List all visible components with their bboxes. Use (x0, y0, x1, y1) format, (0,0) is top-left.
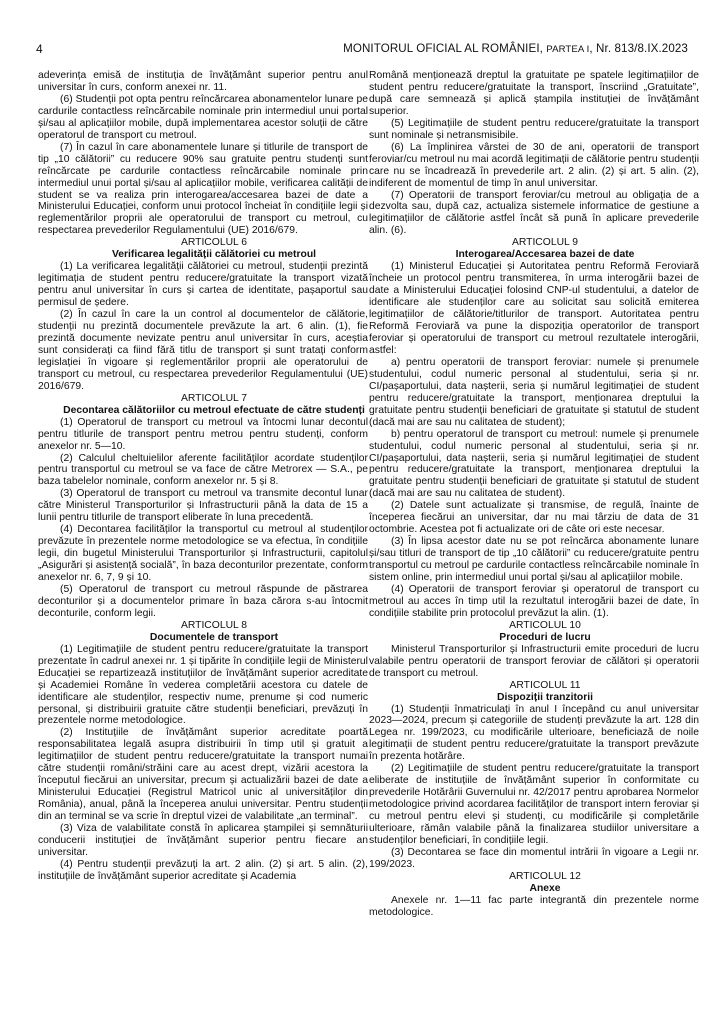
article-title: Proceduri de lucru (499, 631, 591, 643)
paragraph: (1) Operatorul de transport cu metroul va întocmi lunar decontul pentru titlurile de transport pentru metrou pentru studenți, conform anexelor nr. 5—10. (38, 416, 368, 452)
article-label: ARTICOLUL 12 (509, 870, 581, 882)
right-column (369, 70, 699, 919)
paragraph: (4) Operatorii de transport feroviar și operatorul de transport cu metroul au acces în timp util la rezultatul interogării bazei de date, în condițiile stabilite prin protocolul prevăzut la alin. (1). (369, 583, 699, 619)
paragraph: (2) În cazul în care la un control al documentelor de călătorie, studenții nu prezintă documentele prevăzute la art. 6 alin. (1), fie prezintă documente nevizate pentru anul universitar în curs, aceștia sunt considerați ca fiind fără titlu de transport și sunt tratați conform legislației în vigoare și reglementărilor proprii ale operatorului de transport cu metroul, cu respectarea prevederilor Regulamentului (UE) 2016/679. (38, 309, 368, 392)
paragraph: (1) Legitimațiile de student pentru reducere/gratuitate la transport prezentate în cadrul anexei nr. 1 și tipărite în condițiile legii de Ministerul Educației se repartizează instituțiilor de învățământ superior acreditate și Academiei Române în vederea completării acestora cu datele de identificare ale studenților, respectiv nume, prenume și cod numeric personal, și distribuirii gratuite către studenții beneficiari, prevăzuți în prezentele norme metodologice. (38, 643, 368, 727)
paragraph: (6) Studenții pot opta pentru reîncărcarea abonamentelor lunare pe cardurile contactless reîncărcabile nominale prin intermediul unui portal și/sau al aplicațiilor mobile, după implementarea acestor soluții de către operatorul de transport cu metroul. (38, 93, 368, 141)
paragraph: a) pentru operatorii de transport feroviar: numele și prenumele studentului, codul numeric personal al studentului, seria și nr. CI/pașaportului, data nașterii, seria și numărul legitimației de student pentru reducere/gratuitate la transport, menționarea dreptului la gratuitate pentru studenții beneficiari de gratuitate și statutul de student (dacă mai are sau nu calitatea de student); (369, 356, 699, 428)
paragraph: Anexele nr. 1—11 fac parte integrantă din prezentele norme metodologice. (369, 894, 699, 918)
paragraph: (1) Studenții înmatriculați în anul I începând cu anul universitar 2023—2024, precum și categoriile de studenți prevăzute la art. 128 din Legea nr. 199/2023, cu modificările ulterioare, beneficiază de noile legitimații de student pentru reducere/gratuitate la transport prevăzute în prezenta hotărâre. (369, 703, 699, 763)
running-title (343, 42, 688, 55)
article-title: Interogarea/Accesarea bazei de date (455, 249, 635, 261)
paragraph: Română menționează dreptul la gratuitate pe spatele legitimațiilor de student pentru reducere/gratuitate la transport, înscriind „Gratuitate”, după care semnează și aplică ștampila instituției de învățământ superior. (369, 70, 699, 117)
paragraph: (5) Operatorul de transport cu metroul răspunde de păstrarea deconturilor și a documentelor primare în baza cărora s-au întocmit deconturile, conform legii. (38, 583, 368, 619)
page-number: 4 (36, 42, 43, 56)
article-label: ARTICOLUL 7 (180, 392, 248, 404)
article-label: ARTICOLUL 9 (511, 237, 579, 249)
paragraph: Ministerul Transporturilor și Infrastructurii emite proceduri de lucru valabile pentru operatorii de transport feroviar de călători și operatorii de transport cu metroul. (369, 643, 699, 679)
article-title: Dispoziții tranzitorii (497, 691, 593, 703)
paragraph: (3) Operatorul de transport cu metroul va transmite decontul lunar către Ministerul Transporturilor și Infrastructurii până la data de 15 a lunii pentru titlurile de transport eliberate în luna precedentă. (38, 488, 368, 524)
paragraph: (7) În cazul în care abonamentele lunare și titlurile de transport de tip „10 călătorii” cu reducere 90% sau gratuite pentru studenți sunt reîncărcate pe cardurile contactless reîncărcabile nominale prin intermediul unui portal și/sau al aplicațiilor mobile, verificarea calității de student se va realiza prin interogarea/accesarea bazei de date a Ministerului Educației, conform unui protocol încheiat în condițiile legii și reglementărilor proprii ale operatorului de transport cu metroul, cu respectarea prevederilor Regulamentului (UE) 2016/679. (38, 141, 368, 237)
paragraph: (5) Legitimațiile de student pentru reducere/gratuitate la transport sunt nominale și netransmisibile. (369, 117, 699, 141)
article-title: Decontarea călătoriilor cu metroul efectuate de către studenți (63, 404, 365, 416)
gazette-part: PARTEA I (546, 44, 590, 55)
paragraph: b) pentru operatorul de transport cu metroul: numele și prenumele studentului, codul numeric personal al studentului, seria și nr. CI/pașaportului, data nașterii, seria și numărul legitimației de student pentru reducere/gratuitate la transport, menționarea dreptului la gratuitate pentru studenții beneficiari de gratuitate și statutul de student (dacă mai are sau nu calitatea de student). (369, 428, 699, 500)
paragraph: (3) Viza de valabilitate constă în aplicarea ștampilei și semnăturii conducerii instituției de învățământ superior pentru fiecare an universitar. (38, 823, 368, 858)
article-label: ARTICOLUL 11 (509, 679, 581, 691)
paragraph: (2) Datele sunt actualizate și transmise, de regulă, înainte de începerea fiecărui an universitar, dar nu mai târziu de data de 31 octombrie. Acestea pot fi actualizate ori de câte ori este necesar. (369, 500, 699, 536)
paragraph: adeverința emisă de instituția de învățământ superior pentru anul universitar în curs, conform anexei nr. 11. (38, 70, 368, 93)
gazette-name: MONITORUL OFICIAL AL ROMÂNIEI, (343, 42, 547, 55)
article-label: ARTICOLUL 8 (180, 619, 248, 631)
paragraph: (4) Decontarea facilităților la transportul cu metroul al studenților prevăzute în prezentele norme metodologice se va efectua, în condițiile legii, din bugetul Ministerului Transporturilor și Infrastructurii, capitolul „Asigurări și asistență socială”, în baza deconturilor prezentate, conform anexelor nr. 6, 7, 9 și 10. (38, 524, 368, 584)
paragraph: (4) Pentru studenții prevăzuți la art. 2 alin. (2) și art. 5 alin. (2), instituțiile de învățământ superior acreditate și Academia (38, 858, 368, 882)
paragraph: (1) Ministerul Educației și Autoritatea pentru Reformă Feroviară încheie un protocol pentru transmiterea, în urma interogării bazei de date a Ministerului Educației folosind CNP-ul studentului, a datelor de identificare ale studenților care au solicitat sau solicită emiterea legitimațiilor de călătorie/titlurilor de transport. Autoritatea pentru Reformă Feroviară va pune la dispoziția operatorilor de transport feroviar și operatorului de transport cu metroul rezultatele interogării, astfel: (369, 261, 699, 356)
paragraph: (6) La împlinirea vârstei de 30 de ani, operatorii de transport feroviar/cu metroul nu mai acordă legitimații de călătorie pentru studenții care nu se încadrează în prevederile art. 2 alin. (2) și art. 5 alin. (2), indiferent de momentul de timp în anul universitar. (369, 141, 700, 189)
gazette-issue: , Nr. 813/8.IX.2023 (589, 42, 688, 55)
paragraph: (3) Decontarea se face din momentul intrării în vigoare a Legii nr. 199/2023. (369, 846, 699, 870)
article-title: Documentele de transport (149, 631, 279, 643)
paragraph: (2) Calculul cheltuielilor aferente facilităților acordate studenților pentru transportul cu metroul se va face de către Metrorex — S.A., pe baza tabelelor nominale, conform anexelor nr. 5 și 8. (38, 452, 368, 488)
left-column (38, 70, 368, 883)
article-label: ARTICOLUL 10 (509, 619, 581, 631)
article-title: Anexe (529, 882, 561, 894)
paragraph: (1) La verificarea legalității călătoriei cu metroul, studenții prezintă legitimația de student pentru reducere/gratuitate la transport vizată pentru anul universitar în curs și cartea de identitate, pașaportul sau permisul de ședere. (38, 261, 368, 309)
page-header (36, 42, 688, 58)
paragraph: (2) Instituțiile de învățământ superior acreditate poartă responsabilitatea legală asupra distribuirii în timp util și gratuit a legitimațiilor de student pentru reducere/gratuitate la transport numai către studenții români/străini care au acest drept, vizării acestora la începutul fiecărui an universitar, precum și actualizării bazei de date a Ministerului Educației (Registrul Matricol unic al universităților din România), anual, până la începerea anului universitar. Pentru studenții din an terminal se va scrie în dreptul vizei de valabilitate „an terminal”. (38, 727, 368, 823)
article-title: Verificarea legalității călătoriei cu metroul (111, 249, 317, 261)
article-label: ARTICOLUL 6 (180, 237, 248, 249)
paragraph: (7) Operatorii de transport feroviar/cu metroul au obligația de a dezvolta sau, după caz, actualiza sistemele informatice de gestiune a legitimațiilor de călătorie astfel încât să pună în aplicare prevederile alin. (6). (369, 189, 699, 237)
paragraph: (3) În lipsa acestor date nu se pot reîncărca abonamente lunare și/sau titluri de transport de tip „10 călătorii” cu reducere/gratuite pentru transportul cu metroul pe cardurile contactless reîncărcabile nominale în sistem online, prin intermediul unui portal și/sau al aplicațiilor mobile. (369, 536, 700, 584)
paragraph: (2) Legitimațiile de student pentru reducere/gratuitate la transport eliberate de instituțiile de învățământ superior în conformitate cu prevederile Hotărârii Guvernului nr. 42/2017 pentru aprobarea Normelor metodologice privind acordarea facilităților de transport intern feroviar și cu metroul pentru elevi și studenți, cu modificările și completările ulterioare, rămân valabile până la finalizarea studiilor universitare a studenților beneficiari, în condițiile legii. (369, 763, 699, 846)
